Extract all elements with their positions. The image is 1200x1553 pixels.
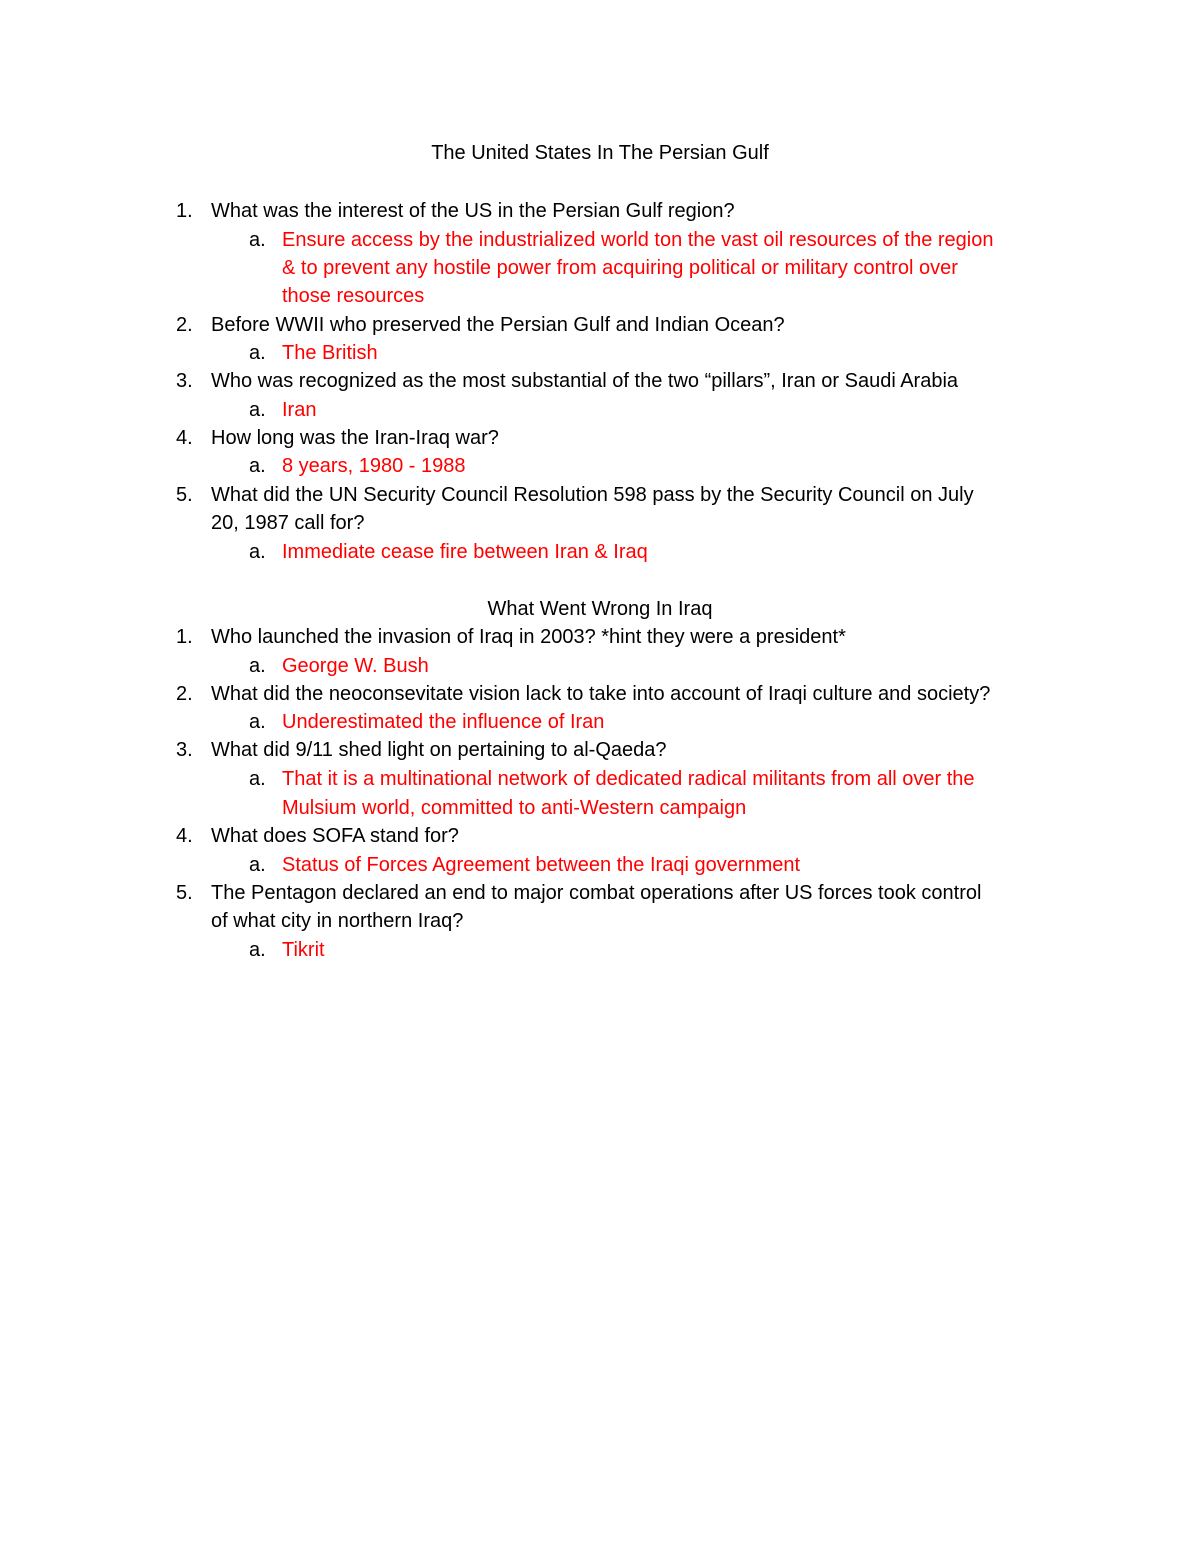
question-number: 1. — [176, 200, 193, 222]
answer-text: Tikrit — [282, 939, 325, 961]
question-number: 3. — [176, 370, 193, 392]
section-title: The United States In The Persian Gulf — [431, 142, 769, 164]
answer-marker: a. — [249, 399, 266, 421]
question-text: 20, 1987 call for? — [211, 512, 365, 534]
answer-marker: a. — [249, 455, 266, 477]
question-number: 2. — [176, 314, 193, 336]
answer-text: 8 years, 1980 - 1988 — [282, 455, 466, 477]
question-text: What did 9/11 shed light on pertaining to al-Qaeda? — [211, 739, 667, 761]
question-number: 2. — [176, 683, 193, 705]
answer-text: Mulsium world, committed to anti-Western campaign — [282, 797, 747, 819]
question-number: 4. — [176, 825, 193, 847]
answer-marker: a. — [249, 342, 266, 364]
answer-text: & to prevent any hostile power from acquiring political or military control over — [282, 257, 958, 279]
question-text: Who was recognized as the most substantial of the two “pillars”, Iran or Saudi Arabia — [211, 370, 959, 392]
question-number: 5. — [176, 484, 193, 506]
answer-text: Underestimated the influence of Iran — [282, 711, 605, 733]
question-text: What did the UN Security Council Resolution 598 pass by the Security Council on July — [211, 484, 974, 506]
question-number: 3. — [176, 739, 193, 761]
answer-text: Immediate cease fire between Iran & Iraq — [282, 541, 648, 563]
question-text: of what city in northern Iraq? — [211, 910, 464, 932]
answer-text: George W. Bush — [282, 655, 429, 677]
answer-marker: a. — [249, 854, 266, 876]
answer-text: Status of Forces Agreement between the Iraqi government — [282, 854, 801, 876]
question-text: What did the neoconsevitate vision lack to take into account of Iraqi culture and society? — [211, 683, 991, 705]
answer-marker: a. — [249, 229, 266, 251]
question-text: What does SOFA stand for? — [211, 825, 459, 847]
answer-text: That it is a multinational network of dedicated radical militants from all over the — [282, 768, 975, 790]
question-text: Before WWII who preserved the Persian Gulf and Indian Ocean? — [211, 314, 785, 336]
answer-marker: a. — [249, 939, 266, 961]
answer-marker: a. — [249, 711, 266, 733]
section-title: What Went Wrong In Iraq — [487, 598, 713, 620]
answer-marker: a. — [249, 655, 266, 677]
answer-text: The British — [282, 342, 378, 364]
question-text: What was the interest of the US in the Persian Gulf region? — [211, 200, 735, 222]
answer-text: those resources — [282, 285, 425, 307]
question-text: Who launched the invasion of Iraq in 2003? *hint they were a president* — [211, 626, 846, 648]
answer-text: Iran — [282, 399, 317, 421]
answer-marker: a. — [249, 541, 266, 563]
question-number: 1. — [176, 626, 193, 648]
question-number: 4. — [176, 427, 193, 449]
question-text: The Pentagon declared an end to major combat operations after US forces took control — [211, 882, 982, 904]
question-text: How long was the Iran-Iraq war? — [211, 427, 499, 449]
question-number: 5. — [176, 882, 193, 904]
answer-text: Ensure access by the industrialized world ton the vast oil resources of the region — [282, 229, 994, 251]
answer-marker: a. — [249, 768, 266, 790]
